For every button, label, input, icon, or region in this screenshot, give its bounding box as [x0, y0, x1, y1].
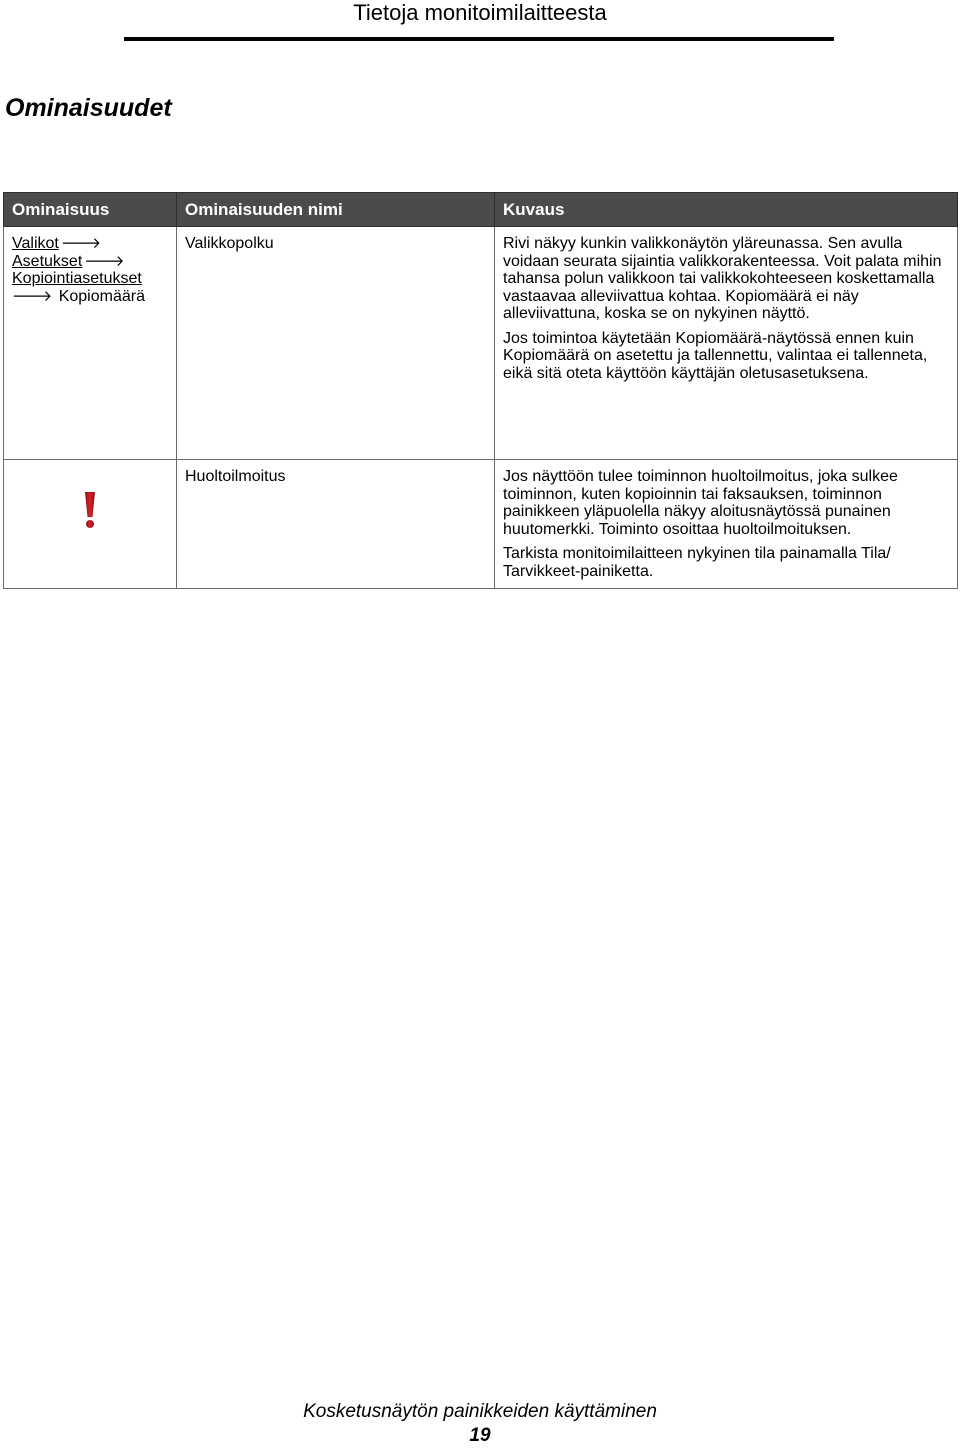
arrow-right-icon: 🡒 — [12, 287, 53, 305]
path-link-valikot[interactable]: Valikot — [12, 235, 59, 252]
exclamation-warning-icon — [78, 490, 102, 530]
section-title: Ominaisuudet — [5, 94, 172, 122]
feature-path-cell — [4, 227, 177, 460]
table-row — [4, 460, 958, 589]
feature-description-cell — [495, 227, 958, 460]
column-header-feature: Ominaisuus — [4, 193, 177, 227]
path-current-item: Kopiomäärä — [58, 287, 145, 305]
feature-name-cell: Valikkopolku — [177, 227, 495, 460]
feature-description-cell — [495, 460, 958, 589]
feature-name-cell: Huoltoilmoitus — [177, 460, 495, 589]
running-header: Tietoja monitoimilaitteesta — [353, 0, 607, 25]
table-row — [4, 227, 958, 460]
footer-chapter-title: Kosketusnäytön painikkeiden käyttäminen — [303, 1401, 657, 1422]
path-link-kopiointiasetukset[interactable]: Kopiointiasetukset — [12, 270, 142, 287]
footer-page-number: 19 — [469, 1425, 491, 1446]
description-paragraph: Tarkista monitoimilaitteen nykyinen tila painamalla Tila/ Tarvikkeet-painiketta. — [503, 545, 891, 580]
table-header-row — [4, 193, 958, 227]
description-paragraph: Jos näyttöön tulee toiminnon huoltoilmoitus, joka sulkee toiminnon, kuten kopioinnin tai faksauksen, toiminnon painikkeen yläpuolella näkyy aloitusnäytössä punainen huutomerkki. Toiminto osoittaa huoltoilmoituksen. — [503, 468, 898, 538]
arrow-right-icon: 🡒 — [60, 235, 102, 252]
column-header-description: Kuvaus — [495, 193, 958, 227]
path-link-asetukset[interactable]: Asetukset — [12, 252, 83, 270]
arrow-right-icon: 🡒 — [84, 252, 125, 270]
features-table — [3, 192, 958, 589]
description-paragraph: Jos toimintoa käytetään Kopiomäärä-näytössä ennen kuin Kopiomäärä on asetettu ja tallennettu, valintaa ei tallenneta, eikä sitä oteta käyttöön käyttäjän oletusasetuksena. — [503, 329, 928, 382]
description-paragraph: Rivi näkyy kunkin valikkonäytön yläreunassa. Sen avulla voidaan seurata sijaintia valikkorakenteessa. Voit palata mihin tahansa polun valikkoon tai valikkokohteeseen koskettamalla vastaavaa alleviivattua kohtaa. Kopiomäärä ei näy alleviivattuna, koska se on nykyinen näyttö. — [503, 235, 942, 322]
feature-icon-cell — [4, 460, 177, 589]
header-rule — [124, 37, 834, 41]
column-header-name: Ominaisuuden nimi — [177, 193, 495, 227]
